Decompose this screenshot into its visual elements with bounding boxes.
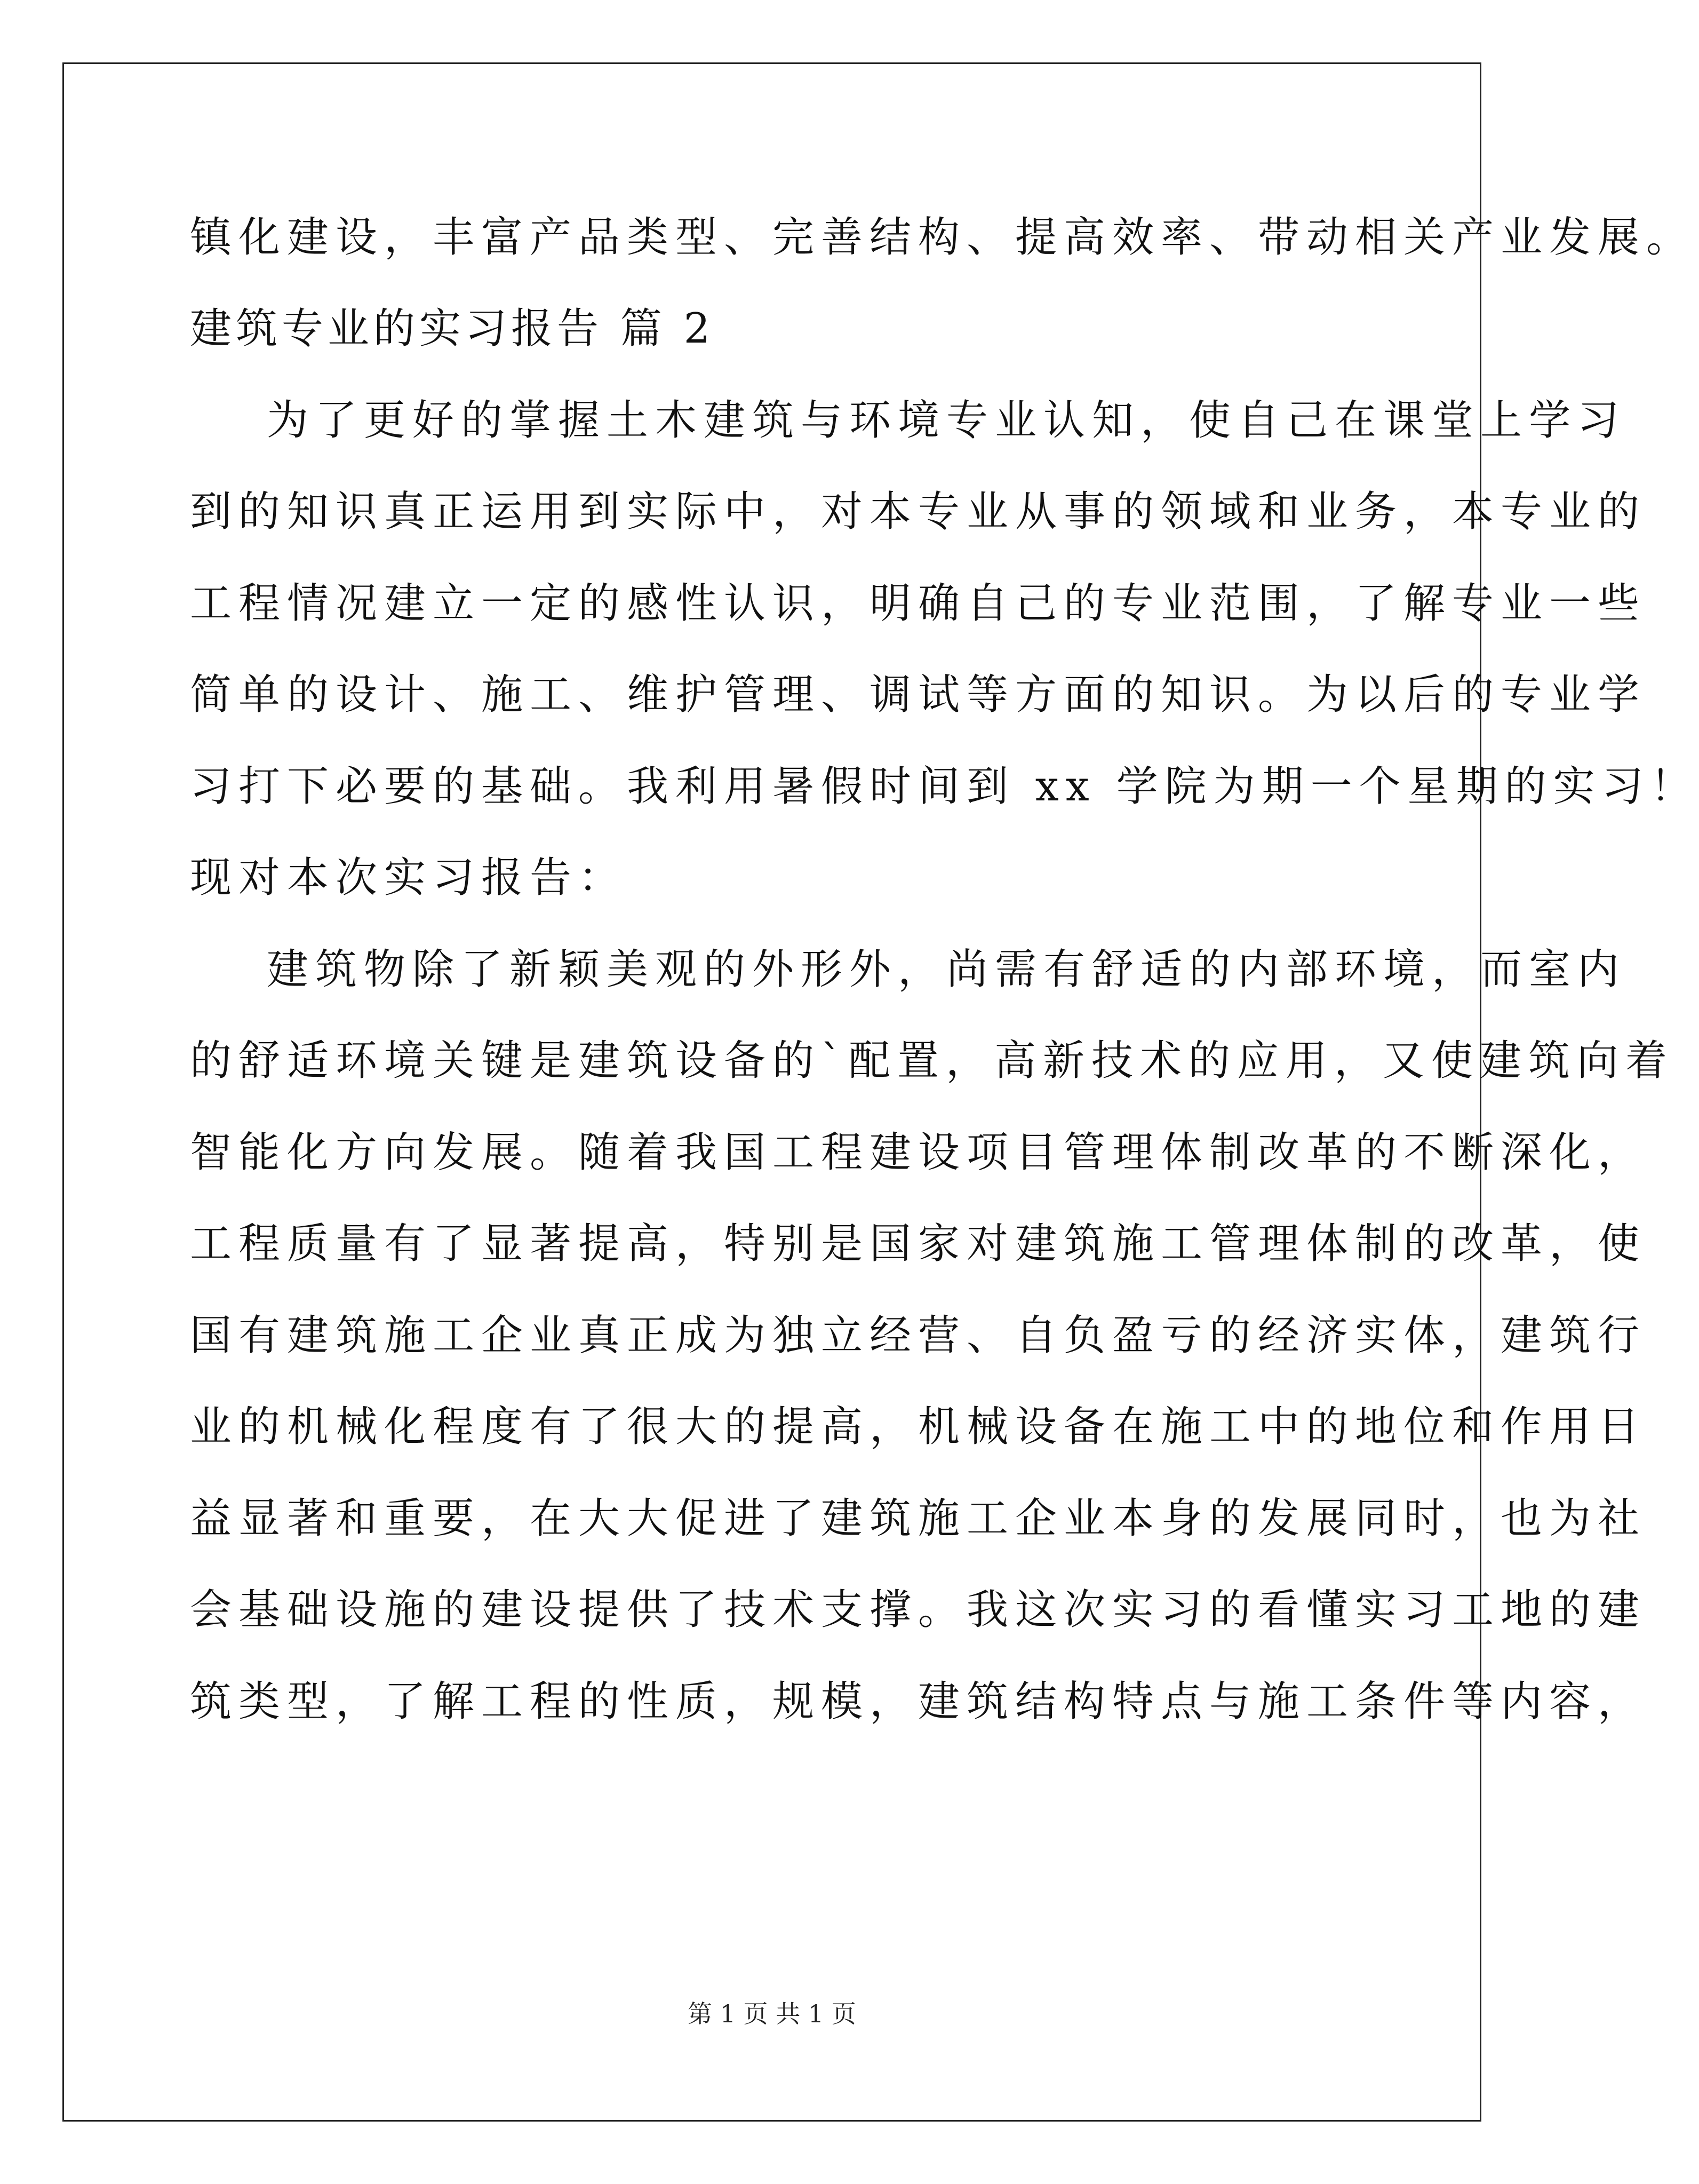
text-line-5: 工程情况建立一定的感性认识，明确自己的专业范围，了解专业一些	[190, 579, 1647, 628]
text-line-3: 为了更好的掌握土木建筑与环境专业认知，使自己在课堂上学习	[267, 396, 1626, 444]
text-line-7: 习打下必要的基础。我利用暑假时间到 xx 学院为期一个星期的实习！	[190, 763, 1699, 811]
text-line-9: 建筑物除了新颖美观的外形外，尚需有舒适的内部环境，而室内	[267, 946, 1626, 994]
text-line-4: 到的知识真正运用到实际中，对本专业从事的领域和业务，本专业的	[190, 488, 1647, 536]
text-line-11: 智能化方向发展。随着我国工程建设项目管理体制改革的不断深化，	[190, 1129, 1647, 1177]
text-line-17: 筑类型，了解工程的性质，规模，建筑结构特点与施工条件等内容，	[190, 1678, 1647, 1726]
page-footer: 第 1 页 共 1 页	[688, 1999, 856, 2028]
text-line-14: 业的机械化程度有了很大的提高，机械设备在施工中的地位和作用日	[190, 1403, 1647, 1451]
text-line-15: 益显著和重要，在大大促进了建筑施工企业本身的发展同时，也为社	[190, 1495, 1647, 1543]
text-line-13: 国有建筑施工企业真正成为独立经营、自负盈亏的经济实体，建筑行	[190, 1312, 1647, 1360]
text-line-6: 简单的设计、施工、维护管理、调试等方面的知识。为以后的专业学	[190, 671, 1647, 719]
text-line-12: 工程质量有了显著提高，特别是国家对建筑施工管理体制的改革，使	[190, 1220, 1647, 1268]
section-heading: 建筑专业的实习报告 篇 2	[190, 305, 715, 353]
text-line-1: 镇化建设，丰富产品类型、完善结构、提高效率、带动相关产业发展。	[190, 213, 1695, 261]
text-line-8: 现对本次实习报告：	[190, 854, 627, 902]
text-line-10: 的舒适环境关键是建筑设备的`配置，高新技术的应用，又使建筑向着	[190, 1037, 1674, 1085]
page-border	[62, 62, 1699, 2122]
text-line-16: 会基础设施的建设提供了技术支撑。我这次实习的看懂实习工地的建	[190, 1586, 1647, 1634]
